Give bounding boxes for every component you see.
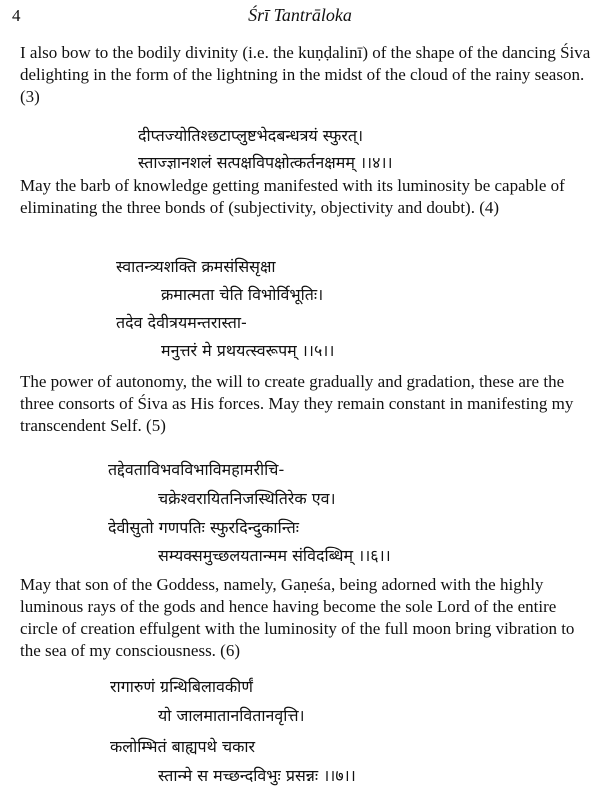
sanskrit-verse-5-line-2: क्रमात्मता चेति विभोर्विभूतिः।	[161, 285, 324, 304]
sanskrit-verse-7-line-3: कलोम्भितं बाह्यपथे चकार	[110, 737, 256, 756]
sanskrit-verse-4-line-1: दीप्तज्योतिश्छटाप्लुष्टभेदबन्धत्रयं स्फुरत्।	[138, 126, 364, 145]
translation-verse-6: May that son of the Goddess, namely, Gaṇeśa, being adorned with the highly luminous rays of the gods and hence having become the sole Lord of the entire circle of creation effulgent with the luminosity of the full moon bring vibration to the sea of my consciousness. (6)	[20, 575, 575, 660]
sanskrit-verse-6-line-2: चक्रेश्वरायितनिजस्थितिरेक एव।	[158, 489, 336, 508]
running-title: Śrī Tantrāloka	[248, 5, 352, 25]
sanskrit-verse-6-line-4: सम्यक्समुच्छलयतान्मम संविदब्धिम् ।।६।।	[158, 546, 391, 565]
sanskrit-verse-7-line-1: रागारुणं ग्रन्थिबिलावकीर्णं	[110, 677, 253, 696]
sanskrit-verse-5-line-1: स्वातन्त्र्यशक्ति क्रमसंसिसृक्षा	[116, 257, 276, 276]
sanskrit-verse-7-line-4: स्तान्मे स मच्छन्दविभुः प्रसन्नः ।।७।।	[158, 766, 356, 785]
translation-verse-5: The power of autonomy, the will to create gradually and gradation, these are the three consorts of Śiva as His forces. May they remain constant in manifesting my transcendent Self. (5)	[20, 372, 574, 435]
sanskrit-verse-5-line-4: मनुत्तरं मे प्रथयत्स्वरूपम् ।।५।।	[161, 341, 335, 360]
sanskrit-verse-6-line-3: देवीसुतो गणपतिः स्फुरदिन्दुकान्तिः	[108, 518, 299, 537]
sanskrit-verse-5-line-3: तदेव देवीत्रयमन्तरास्ता-	[116, 313, 247, 332]
sanskrit-verse-4-line-2: स्ताज्ज्ञानशलं सत्पक्षविपक्षोत्कर्तनक्षमम् ।।४।।	[138, 153, 393, 172]
translation-verse-3: I also bow to the bodily divinity (i.e. the kuṇḍalinī) of the shape of the dancing Śiva delighting in the form of the lightning in the midst of the cloud of the rainy season. (3)	[20, 43, 591, 106]
translation-verse-4: May the barb of knowledge getting manifested with its luminosity be capable of eliminating the three bonds of (subjectivity, objectivity and doubt). (4)	[20, 176, 565, 217]
page-number: 4	[12, 6, 21, 25]
sanskrit-verse-7-line-2: यो जालमातानवितानवृत्ति।	[158, 706, 305, 725]
sanskrit-verse-6-line-1: तद्देवताविभवविभाविमहामरीचि-	[108, 460, 285, 479]
